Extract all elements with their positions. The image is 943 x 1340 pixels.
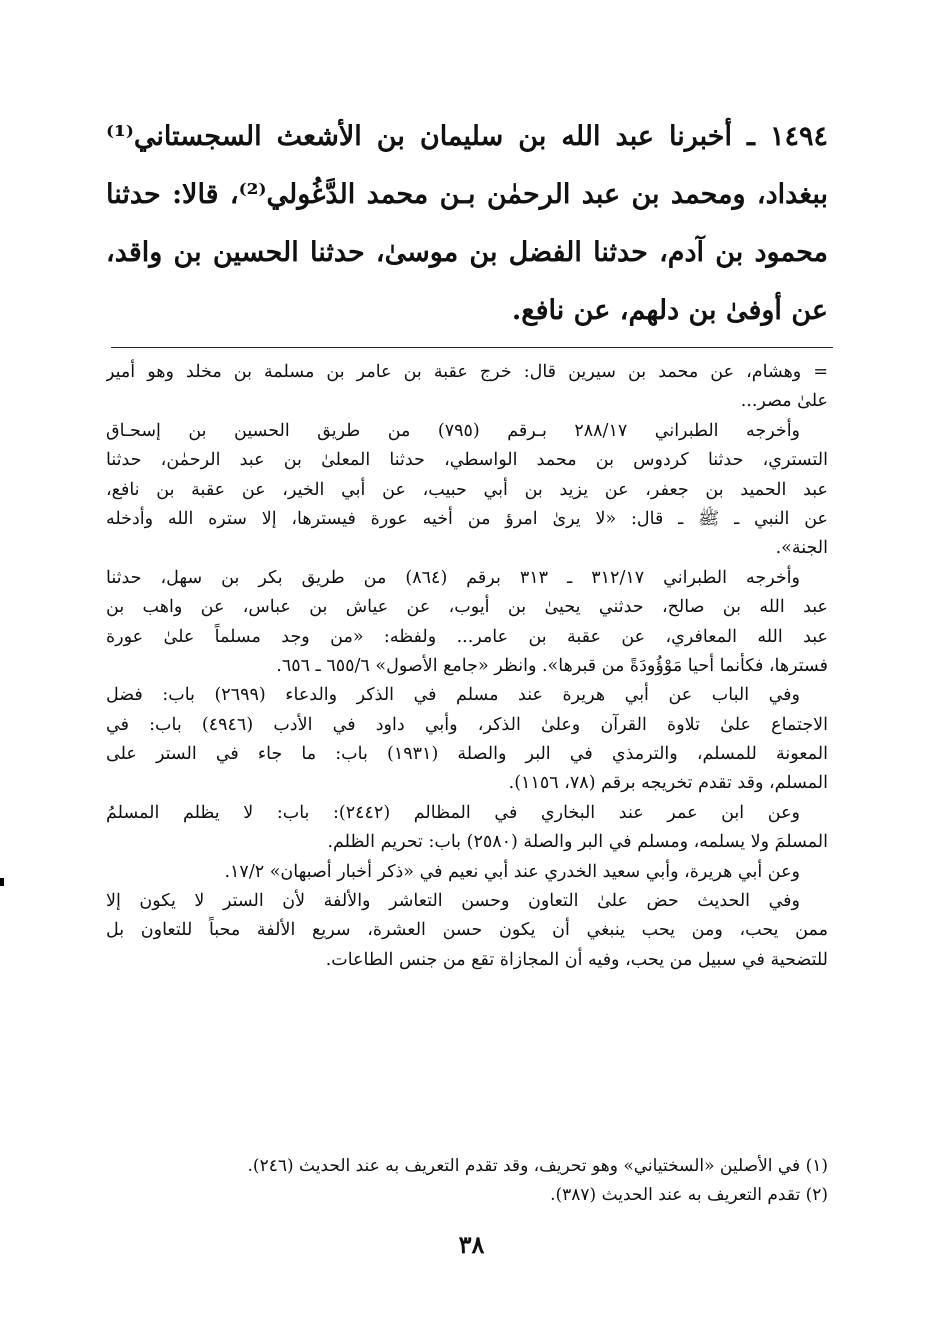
commentary-line: وفي الحديث حض علىٰ التعاون وحسن التعاشر والألفة لأن الستر لا يكون إلا — [106, 891, 800, 912]
commentary-line: وعن ابن عمر عند البخاري في المظالم (٢٤٤٢): باب: لا يظلم المسلمُ — [106, 802, 800, 823]
footnote-1: (١) في الأصلين «السختياني» وهو تحريف، وقد تقدم التعريف به عند الحديث (٢٤٦). — [247, 1156, 828, 1176]
hadith-line: ١٤٩٤ ـ أخبرنا عبد الله بن سليمان بن الأشعث السجستاني⁽¹⁾ — [106, 121, 828, 152]
commentary-line: التستري، حدثنا كردوس بن محمد الواسطي، حدثنا المعلىٰ بن عبد الرحمٰن، حدثنا — [106, 450, 828, 471]
commentary-line: ممن يحب، ومن يحب ينبغي أن يكون حسن العشرة، سريع الألفة محباً للتعاون بل — [106, 920, 828, 941]
hadith-line: ببغداد، ومحمد بن عبد الرحمٰن بـن محمد الدَّغُولي⁽²⁾، قالا: حدثنا — [106, 179, 828, 210]
hadith-line: عن أوفىٰ بن دلهم، عن نافع. — [511, 295, 828, 326]
commentary-line: فسترها، فكأنما أحيا مَوْؤُودَةً من قبرها». وانظر «جامع الأصول» ٦٥٥/٦ ـ ٦٥٦. — [276, 655, 828, 676]
commentary-line: = وهشام، عن محمد بن سيرين قال: خرج عقبة بن عامر بن مسلمة بن مخلد وهو أمير — [106, 362, 828, 382]
commentary-line: للتضحية في سبيل من يحب، وفيه أن المجازاة تقع من جنس الطاعات. — [325, 949, 828, 970]
footnote-2: (٢) تقدم التعريف به عند الحديث (٣٨٧). — [550, 1185, 828, 1205]
footnotes — [106, 1152, 828, 1210]
commentary-line: وفي الباب عن أبي هريرة عند مسلم في الذكر والدعاء (٢٦٩٩) باب: فضل — [106, 685, 800, 706]
commentary-line: المعونة للمسلم، والترمذي في البر والصلة (١٩٣١) باب: ما جاء في الستر على — [106, 744, 828, 765]
commentary-line: الاجتماع علىٰ تلاوة القرآن وعلىٰ الذكر، وأبي داود في الأدب (٤٩٤٦) باب: في — [106, 714, 828, 735]
commentary-line: وأخرجه الطبراني ٣١٢/١٧ ـ ٣١٣ برقم (٨٦٤) من طريق بكر بن سهل، حدثنا — [106, 567, 800, 588]
page-number: ٣٨ — [458, 1230, 485, 1259]
commentary-line: المسلمَ ولا يسلمه، ومسلم في البر والصلة (٢٥٨٠) باب: تحريم الظلم. — [327, 832, 828, 853]
commentary-line: وعن أبي هريرة، وأبي سعيد الخدري عند أبي نعيم في «ذكر أخبار أصبهان» ١٧/٢. — [224, 861, 800, 882]
commentary-line: عن النبي ـ ﷺ ـ قال: «لا يرىٰ امرؤ من أخيه عورة فيسترها، إلا ستره الله وأدخله — [106, 508, 828, 529]
commentary-line: عبد الله بن صالح، حدثني يحيىٰ بن أيوب، عن عياش بن عباس، عن واهب بن — [106, 597, 828, 618]
scan-mark — [0, 878, 4, 886]
commentary-line: عبد الحميد بن جعفر، عن يزيد بن أبي حبيب، عن أبي الخير، عن عقبة بن نافع، — [106, 479, 828, 500]
commentary-line: وأخرجه الطبراني ٢٨٨/١٧ بـرقم (٧٩٥) من طريق الحسين بن إسحـاق — [106, 420, 801, 441]
commentary-line: عبد الله المعافري، عن عقبة بن عامر... ولفظه: «من وجد مسلماً علىٰ عورة — [106, 626, 828, 647]
section-divider — [111, 347, 833, 348]
commentary-line: المسلم، وقد تقدم تخريجه برقم (٧٨، ١١٥٦). — [508, 773, 828, 794]
commentary-line: الجنة». — [775, 538, 828, 559]
hadith-line: محمود بن آدم، حدثنا الفضل بن موسىٰ، حدثنا الحسين بن واقد، — [106, 237, 828, 268]
commentary-block — [106, 358, 828, 975]
hadith-text — [106, 108, 828, 340]
commentary-line: علىٰ مصر... — [740, 391, 828, 412]
